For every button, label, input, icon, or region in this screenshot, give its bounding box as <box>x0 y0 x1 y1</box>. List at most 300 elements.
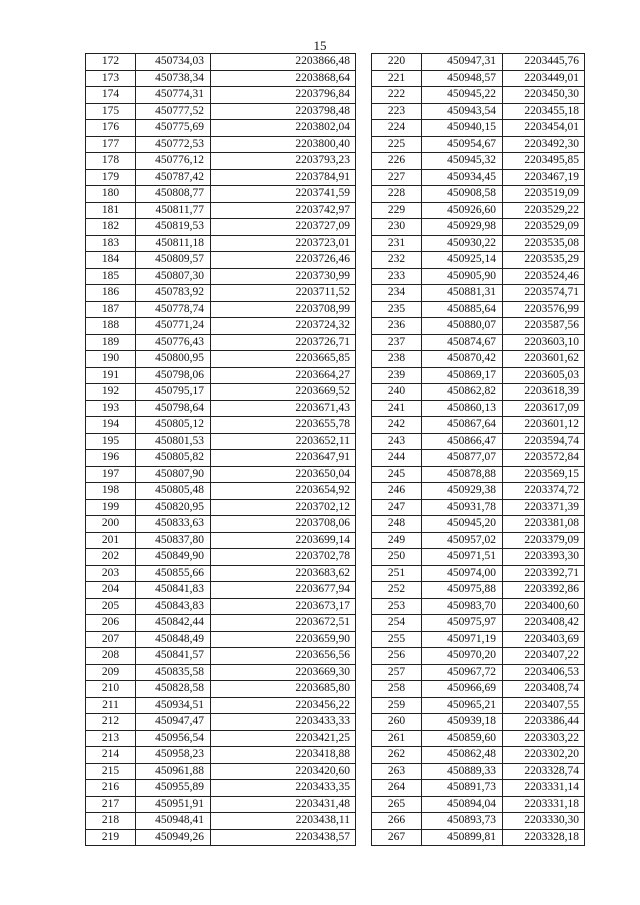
x-coordinate-cell: 450931,78 <box>422 499 503 516</box>
y-coordinate-cell: 2203603,10 <box>503 334 585 351</box>
y-coordinate-cell: 2203328,18 <box>503 829 585 846</box>
x-coordinate-cell: 450774,31 <box>136 87 211 104</box>
x-coordinate-cell: 450975,88 <box>422 582 503 599</box>
point-number-cell: 251 <box>372 565 422 582</box>
y-coordinate-cell: 2203407,55 <box>503 697 585 714</box>
point-number-cell: 220 <box>372 54 422 71</box>
y-coordinate-cell: 2203519,09 <box>503 186 585 203</box>
point-number-cell: 214 <box>86 747 136 764</box>
x-coordinate-cell: 450945,22 <box>422 87 503 104</box>
point-number-cell: 179 <box>86 169 136 186</box>
x-coordinate-cell: 450862,48 <box>422 747 503 764</box>
point-number-cell: 261 <box>372 730 422 747</box>
y-coordinate-cell: 2203673,17 <box>211 598 356 615</box>
y-coordinate-cell: 2203601,62 <box>503 351 585 368</box>
x-coordinate-cell: 450943,54 <box>422 103 503 120</box>
point-number-cell: 221 <box>372 70 422 87</box>
x-coordinate-cell: 450805,48 <box>136 483 211 500</box>
table-row <box>372 334 585 351</box>
y-coordinate-cell: 2203535,29 <box>503 252 585 269</box>
table-row <box>86 252 356 269</box>
point-number-cell: 265 <box>372 796 422 813</box>
table-row <box>372 499 585 516</box>
point-number-cell: 244 <box>372 450 422 467</box>
y-coordinate-cell: 2203495,85 <box>503 153 585 170</box>
table-row <box>86 466 356 483</box>
table-row <box>86 615 356 632</box>
y-coordinate-cell: 2203418,88 <box>211 747 356 764</box>
point-number-cell: 201 <box>86 532 136 549</box>
table-row <box>372 813 585 830</box>
y-coordinate-cell: 2203726,46 <box>211 252 356 269</box>
table-row <box>372 796 585 813</box>
x-coordinate-cell: 450801,53 <box>136 433 211 450</box>
y-coordinate-cell: 2203445,76 <box>503 54 585 71</box>
x-coordinate-cell: 450860,13 <box>422 400 503 417</box>
table-row <box>372 186 585 203</box>
y-coordinate-cell: 2203683,62 <box>211 565 356 582</box>
x-coordinate-cell: 450867,64 <box>422 417 503 434</box>
y-coordinate-cell: 2203741,59 <box>211 186 356 203</box>
y-coordinate-cell: 2203467,19 <box>503 169 585 186</box>
table-row <box>372 631 585 648</box>
table-row <box>372 219 585 236</box>
x-coordinate-cell: 450776,12 <box>136 153 211 170</box>
y-coordinate-cell: 2203672,51 <box>211 615 356 632</box>
x-coordinate-cell: 450849,90 <box>136 549 211 566</box>
y-coordinate-cell: 2203793,23 <box>211 153 356 170</box>
coordinates-table-right <box>371 53 585 846</box>
y-coordinate-cell: 2203303,22 <box>503 730 585 747</box>
point-number-cell: 180 <box>86 186 136 203</box>
y-coordinate-cell: 2203685,80 <box>211 681 356 698</box>
point-number-cell: 186 <box>86 285 136 302</box>
point-number-cell: 227 <box>372 169 422 186</box>
y-coordinate-cell: 2203594,74 <box>503 433 585 450</box>
y-coordinate-cell: 2203654,92 <box>211 483 356 500</box>
table-row <box>86 384 356 401</box>
x-coordinate-cell: 450971,51 <box>422 549 503 566</box>
x-coordinate-cell: 450947,47 <box>136 714 211 731</box>
y-coordinate-cell: 2203665,85 <box>211 351 356 368</box>
table-row <box>86 70 356 87</box>
y-coordinate-cell: 2203407,22 <box>503 648 585 665</box>
x-coordinate-cell: 450787,42 <box>136 169 211 186</box>
table-row <box>86 318 356 335</box>
x-coordinate-cell: 450948,41 <box>136 813 211 830</box>
point-number-cell: 263 <box>372 763 422 780</box>
point-number-cell: 235 <box>372 301 422 318</box>
point-number-cell: 218 <box>86 813 136 830</box>
y-coordinate-cell: 2203605,03 <box>503 367 585 384</box>
point-number-cell: 240 <box>372 384 422 401</box>
y-coordinate-cell: 2203727,09 <box>211 219 356 236</box>
x-coordinate-cell: 450837,80 <box>136 532 211 549</box>
table-row <box>86 54 356 71</box>
point-number-cell: 211 <box>86 697 136 714</box>
point-number-cell: 208 <box>86 648 136 665</box>
y-coordinate-cell: 2203724,32 <box>211 318 356 335</box>
table-row <box>86 681 356 698</box>
table-row <box>86 648 356 665</box>
point-number-cell: 203 <box>86 565 136 582</box>
x-coordinate-cell: 450889,33 <box>422 763 503 780</box>
point-number-cell: 246 <box>372 483 422 500</box>
y-coordinate-cell: 2203408,74 <box>503 681 585 698</box>
x-coordinate-cell: 450842,44 <box>136 615 211 632</box>
table-row <box>372 565 585 582</box>
point-number-cell: 175 <box>86 103 136 120</box>
table-row <box>372 466 585 483</box>
point-number-cell: 222 <box>372 87 422 104</box>
point-number-cell: 183 <box>86 235 136 252</box>
x-coordinate-cell: 450939,18 <box>422 714 503 731</box>
table-row <box>86 301 356 318</box>
x-coordinate-cell: 450775,69 <box>136 120 211 137</box>
x-coordinate-cell: 450957,02 <box>422 532 503 549</box>
x-coordinate-cell: 450855,66 <box>136 565 211 582</box>
x-coordinate-cell: 450819,53 <box>136 219 211 236</box>
table-row <box>86 730 356 747</box>
point-number-cell: 226 <box>372 153 422 170</box>
x-coordinate-cell: 450929,98 <box>422 219 503 236</box>
x-coordinate-cell: 450808,77 <box>136 186 211 203</box>
point-number-cell: 181 <box>86 202 136 219</box>
x-coordinate-cell: 450798,64 <box>136 400 211 417</box>
table-row <box>372 532 585 549</box>
point-number-cell: 215 <box>86 763 136 780</box>
table-row <box>372 54 585 71</box>
point-number-cell: 242 <box>372 417 422 434</box>
point-number-cell: 217 <box>86 796 136 813</box>
point-number-cell: 253 <box>372 598 422 615</box>
y-coordinate-cell: 2203431,48 <box>211 796 356 813</box>
table-row <box>86 565 356 582</box>
x-coordinate-cell: 450926,60 <box>422 202 503 219</box>
y-coordinate-cell: 2203392,86 <box>503 582 585 599</box>
point-number-cell: 259 <box>372 697 422 714</box>
table-row <box>86 549 356 566</box>
point-number-cell: 177 <box>86 136 136 153</box>
x-coordinate-cell: 450893,73 <box>422 813 503 830</box>
y-coordinate-cell: 2203587,56 <box>503 318 585 335</box>
y-coordinate-cell: 2203652,11 <box>211 433 356 450</box>
point-number-cell: 194 <box>86 417 136 434</box>
point-number-cell: 257 <box>372 664 422 681</box>
page-number: 15 <box>313 38 327 53</box>
y-coordinate-cell: 2203723,01 <box>211 235 356 252</box>
point-number-cell: 233 <box>372 268 422 285</box>
point-number-cell: 205 <box>86 598 136 615</box>
x-coordinate-cell: 450795,17 <box>136 384 211 401</box>
y-coordinate-cell: 2203647,91 <box>211 450 356 467</box>
x-coordinate-cell: 450965,21 <box>422 697 503 714</box>
point-number-cell: 232 <box>372 252 422 269</box>
point-number-cell: 266 <box>372 813 422 830</box>
y-coordinate-cell: 2203455,18 <box>503 103 585 120</box>
table-row <box>86 153 356 170</box>
table-row <box>86 433 356 450</box>
x-coordinate-cell: 450945,32 <box>422 153 503 170</box>
table-row <box>372 136 585 153</box>
y-coordinate-cell: 2203381,08 <box>503 516 585 533</box>
table-row <box>372 730 585 747</box>
x-coordinate-cell: 450828,58 <box>136 681 211 698</box>
point-number-cell: 178 <box>86 153 136 170</box>
x-coordinate-cell: 450809,57 <box>136 252 211 269</box>
y-coordinate-cell: 2203702,12 <box>211 499 356 516</box>
x-coordinate-cell: 450869,17 <box>422 367 503 384</box>
y-coordinate-cell: 2203400,60 <box>503 598 585 615</box>
x-coordinate-cell: 450929,38 <box>422 483 503 500</box>
x-coordinate-cell: 450934,51 <box>136 697 211 714</box>
table-row <box>372 582 585 599</box>
x-coordinate-cell: 450945,20 <box>422 516 503 533</box>
point-number-cell: 196 <box>86 450 136 467</box>
table-row <box>86 120 356 137</box>
table-row <box>86 697 356 714</box>
x-coordinate-cell: 450948,57 <box>422 70 503 87</box>
table-row <box>86 763 356 780</box>
y-coordinate-cell: 2203433,33 <box>211 714 356 731</box>
x-coordinate-cell: 450956,54 <box>136 730 211 747</box>
x-coordinate-cell: 450862,82 <box>422 384 503 401</box>
table-row <box>372 681 585 698</box>
point-number-cell: 209 <box>86 664 136 681</box>
x-coordinate-cell: 450874,67 <box>422 334 503 351</box>
table-row <box>372 829 585 846</box>
point-number-cell: 212 <box>86 714 136 731</box>
point-number-cell: 224 <box>372 120 422 137</box>
table-row <box>372 153 585 170</box>
y-coordinate-cell: 2203421,25 <box>211 730 356 747</box>
y-coordinate-cell: 2203569,15 <box>503 466 585 483</box>
y-coordinate-cell: 2203408,42 <box>503 615 585 632</box>
table-row <box>372 169 585 186</box>
table-row <box>372 120 585 137</box>
table-row <box>372 268 585 285</box>
y-coordinate-cell: 2203371,39 <box>503 499 585 516</box>
table-row <box>372 318 585 335</box>
coordinates-table-left <box>85 53 356 846</box>
y-coordinate-cell: 2203535,08 <box>503 235 585 252</box>
y-coordinate-cell: 2203331,14 <box>503 780 585 797</box>
y-coordinate-cell: 2203379,09 <box>503 532 585 549</box>
y-coordinate-cell: 2203529,22 <box>503 202 585 219</box>
y-coordinate-cell: 2203669,52 <box>211 384 356 401</box>
y-coordinate-cell: 2203302,20 <box>503 747 585 764</box>
point-number-cell: 230 <box>372 219 422 236</box>
x-coordinate-cell: 450881,31 <box>422 285 503 302</box>
point-number-cell: 210 <box>86 681 136 698</box>
y-coordinate-cell: 2203331,18 <box>503 796 585 813</box>
y-coordinate-cell: 2203702,78 <box>211 549 356 566</box>
point-number-cell: 184 <box>86 252 136 269</box>
y-coordinate-cell: 2203784,91 <box>211 169 356 186</box>
x-coordinate-cell: 450930,22 <box>422 235 503 252</box>
table-row <box>372 351 585 368</box>
x-coordinate-cell: 450905,90 <box>422 268 503 285</box>
x-coordinate-cell: 450807,30 <box>136 268 211 285</box>
table-row <box>86 268 356 285</box>
x-coordinate-cell: 450800,95 <box>136 351 211 368</box>
table-row <box>86 235 356 252</box>
y-coordinate-cell: 2203574,71 <box>503 285 585 302</box>
table-row <box>372 367 585 384</box>
table-row <box>86 103 356 120</box>
point-number-cell: 243 <box>372 433 422 450</box>
y-coordinate-cell: 2203456,22 <box>211 697 356 714</box>
y-coordinate-cell: 2203664,27 <box>211 367 356 384</box>
point-number-cell: 254 <box>372 615 422 632</box>
table-row <box>372 648 585 665</box>
point-number-cell: 248 <box>372 516 422 533</box>
table-row <box>372 433 585 450</box>
point-number-cell: 219 <box>86 829 136 846</box>
y-coordinate-cell: 2203330,30 <box>503 813 585 830</box>
y-coordinate-cell: 2203454,01 <box>503 120 585 137</box>
table-row <box>86 516 356 533</box>
table-row <box>86 631 356 648</box>
table-row <box>86 450 356 467</box>
point-number-cell: 187 <box>86 301 136 318</box>
point-number-cell: 198 <box>86 483 136 500</box>
y-coordinate-cell: 2203671,43 <box>211 400 356 417</box>
y-coordinate-cell: 2203529,09 <box>503 219 585 236</box>
table-row <box>372 70 585 87</box>
point-number-cell: 228 <box>372 186 422 203</box>
table-row <box>372 714 585 731</box>
point-number-cell: 204 <box>86 582 136 599</box>
table-row <box>86 186 356 203</box>
point-number-cell: 176 <box>86 120 136 137</box>
y-coordinate-cell: 2203798,48 <box>211 103 356 120</box>
table-row <box>86 87 356 104</box>
point-number-cell: 239 <box>372 367 422 384</box>
y-coordinate-cell: 2203677,94 <box>211 582 356 599</box>
x-coordinate-cell: 450807,90 <box>136 466 211 483</box>
x-coordinate-cell: 450734,03 <box>136 54 211 71</box>
x-coordinate-cell: 450841,57 <box>136 648 211 665</box>
point-number-cell: 250 <box>372 549 422 566</box>
point-number-cell: 267 <box>372 829 422 846</box>
x-coordinate-cell: 450961,88 <box>136 763 211 780</box>
point-number-cell: 190 <box>86 351 136 368</box>
point-number-cell: 231 <box>372 235 422 252</box>
x-coordinate-cell: 450934,45 <box>422 169 503 186</box>
y-coordinate-cell: 2203601,12 <box>503 417 585 434</box>
x-coordinate-cell: 450835,58 <box>136 664 211 681</box>
x-coordinate-cell: 450967,72 <box>422 664 503 681</box>
x-coordinate-cell: 450866,47 <box>422 433 503 450</box>
point-number-cell: 252 <box>372 582 422 599</box>
table-row <box>372 235 585 252</box>
y-coordinate-cell: 2203572,84 <box>503 450 585 467</box>
point-number-cell: 185 <box>86 268 136 285</box>
point-number-cell: 199 <box>86 499 136 516</box>
table-row <box>372 697 585 714</box>
x-coordinate-cell: 450778,74 <box>136 301 211 318</box>
point-number-cell: 264 <box>372 780 422 797</box>
point-number-cell: 262 <box>372 747 422 764</box>
point-number-cell: 192 <box>86 384 136 401</box>
table-row <box>86 796 356 813</box>
table-row <box>86 499 356 516</box>
table-row <box>372 483 585 500</box>
y-coordinate-cell: 2203328,74 <box>503 763 585 780</box>
table-row <box>86 532 356 549</box>
x-coordinate-cell: 450966,69 <box>422 681 503 698</box>
point-number-cell: 241 <box>372 400 422 417</box>
point-number-cell: 182 <box>86 219 136 236</box>
point-number-cell: 172 <box>86 54 136 71</box>
table-row <box>86 285 356 302</box>
table-row <box>372 549 585 566</box>
x-coordinate-cell: 450878,88 <box>422 466 503 483</box>
point-number-cell: 225 <box>372 136 422 153</box>
table-row <box>86 400 356 417</box>
x-coordinate-cell: 450870,42 <box>422 351 503 368</box>
x-coordinate-cell: 450908,58 <box>422 186 503 203</box>
point-number-cell: 223 <box>372 103 422 120</box>
table-row <box>86 664 356 681</box>
point-number-cell: 189 <box>86 334 136 351</box>
y-coordinate-cell: 2203492,30 <box>503 136 585 153</box>
point-number-cell: 174 <box>86 87 136 104</box>
table-row <box>86 780 356 797</box>
x-coordinate-cell: 450940,15 <box>422 120 503 137</box>
x-coordinate-cell: 450805,12 <box>136 417 211 434</box>
y-coordinate-cell: 2203393,30 <box>503 549 585 566</box>
x-coordinate-cell: 450771,24 <box>136 318 211 335</box>
y-coordinate-cell: 2203659,90 <box>211 631 356 648</box>
x-coordinate-cell: 450877,07 <box>422 450 503 467</box>
table-row <box>372 598 585 615</box>
x-coordinate-cell: 450811,77 <box>136 202 211 219</box>
table-row <box>372 400 585 417</box>
point-number-cell: 207 <box>86 631 136 648</box>
x-coordinate-cell: 450975,97 <box>422 615 503 632</box>
x-coordinate-cell: 450885,64 <box>422 301 503 318</box>
y-coordinate-cell: 2203655,78 <box>211 417 356 434</box>
point-number-cell: 200 <box>86 516 136 533</box>
y-coordinate-cell: 2203374,72 <box>503 483 585 500</box>
y-coordinate-cell: 2203868,64 <box>211 70 356 87</box>
x-coordinate-cell: 450971,19 <box>422 631 503 648</box>
y-coordinate-cell: 2203438,11 <box>211 813 356 830</box>
x-coordinate-cell: 450958,23 <box>136 747 211 764</box>
table-row <box>372 417 585 434</box>
y-coordinate-cell: 2203392,71 <box>503 565 585 582</box>
x-coordinate-cell: 450783,92 <box>136 285 211 302</box>
table-row <box>86 829 356 846</box>
point-number-cell: 245 <box>372 466 422 483</box>
table-row <box>372 252 585 269</box>
y-coordinate-cell: 2203386,44 <box>503 714 585 731</box>
table-row <box>372 615 585 632</box>
x-coordinate-cell: 450843,83 <box>136 598 211 615</box>
x-coordinate-cell: 450947,31 <box>422 54 503 71</box>
x-coordinate-cell: 450777,52 <box>136 103 211 120</box>
y-coordinate-cell: 2203450,30 <box>503 87 585 104</box>
table-row <box>372 87 585 104</box>
x-coordinate-cell: 450811,18 <box>136 235 211 252</box>
table-row <box>372 450 585 467</box>
y-coordinate-cell: 2203800,40 <box>211 136 356 153</box>
point-number-cell: 234 <box>372 285 422 302</box>
point-number-cell: 249 <box>372 532 422 549</box>
point-number-cell: 202 <box>86 549 136 566</box>
